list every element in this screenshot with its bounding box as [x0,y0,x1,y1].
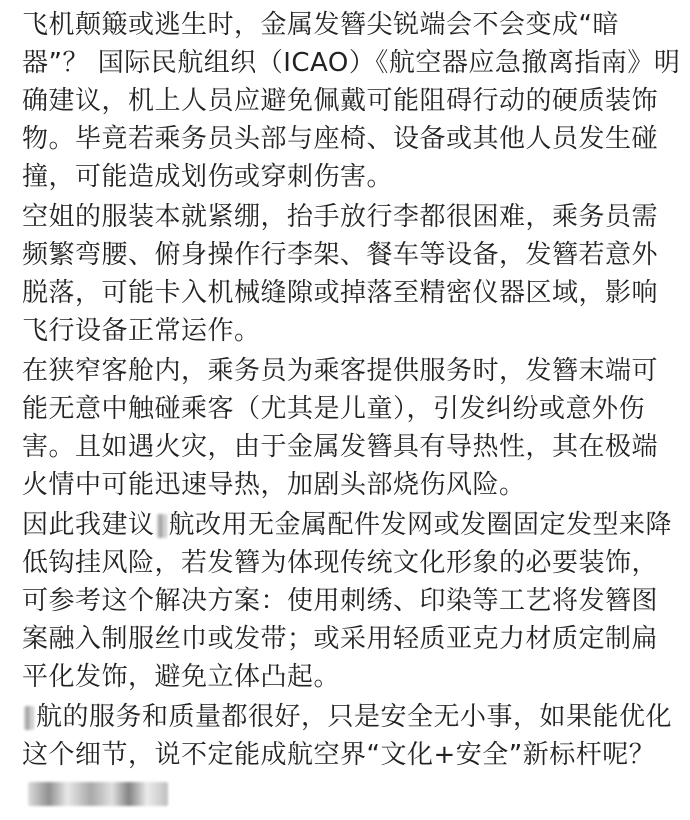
paragraph-3-text: 在狭窄客舱内，乘务员为乘客提供服务时，发簪末端可能无意中触碰乘客（尤其是儿童），引发纠纷或意外伤害。且如遇火灾，由于金属发簪具有导热性，其在极端火情中可能迅速导热，加剧头部烧伤风险。 [22,356,659,500]
paragraph-2 [22,198,682,350]
paragraph-2-text: 空姐的服装本就紧绷，抬手放行李都很困难，乘务员需频繁弯腰、俯身操作行李架、餐车等设备，发簪若意外脱落，可能卡入机械缝隙或掉落至精密仪器区域，影响飞行设备正常运作。 [22,202,659,346]
paragraph-3 [22,352,682,504]
paragraph-4-text-before: 因此我建议 [22,510,155,540]
paragraph-4 [22,506,682,696]
paragraph-4-text-after: 航改用无金属配件发网或发圈固定发型来降低钩挂风险，若发簪为体现传统文化形象的必要装饰，可参考这个解决方案：使用刺绣、印染等工艺将发簪图案融入制服丝巾或发带；或采用轻质亚克力材质定制扁平化发饰，避免立体凸起。 [22,510,673,692]
paragraph-1-text: 飞机颠簸或逃生时，金属发簪尖锐端会不会变成“暗器”？ 国际民航组织（ICAO）《航空器应急撤离指南》明确建议，机上人员应避免佩戴可能阻碍行动的硬质装饰物。毕竟若乘务员头部与座椅、设备或其他人员发生碰撞，可能造成划伤或穿刺伤害。 [22,10,681,192]
redacted-mentions [28,782,168,806]
paragraph-1 [22,6,682,196]
paragraph-5-text: 航的服务和质量都很好，只是安全无小事，如果能优化这个细节，说不定能成航空界“文化+安全”新标杆呢？ [22,702,673,770]
post-body [22,6,682,812]
paragraph-5 [22,698,682,812]
redacted-airline-name [24,706,34,730]
redacted-airline-name [157,514,167,538]
